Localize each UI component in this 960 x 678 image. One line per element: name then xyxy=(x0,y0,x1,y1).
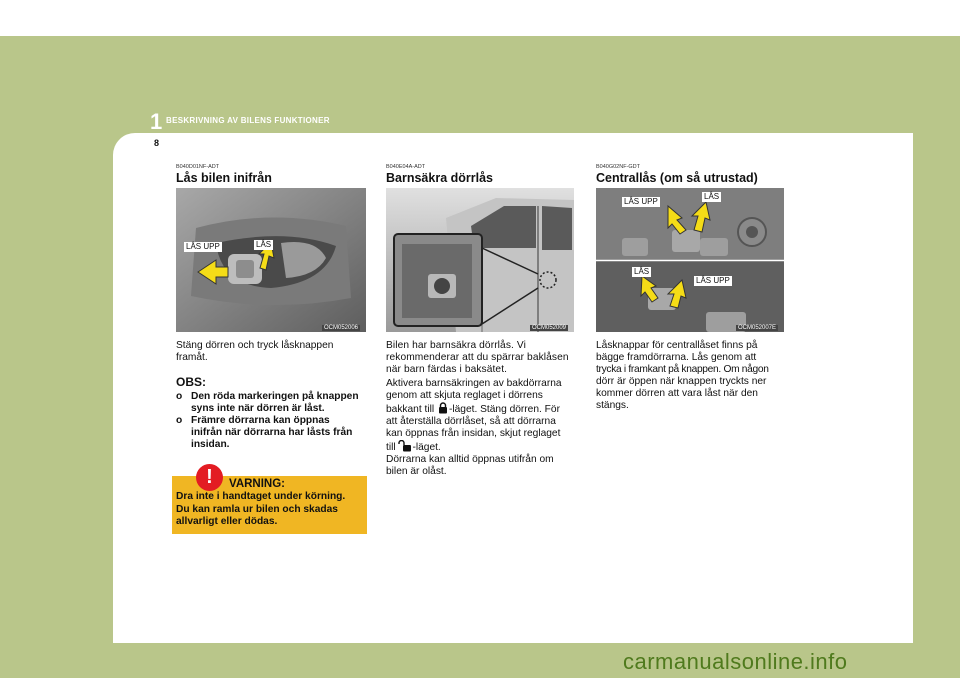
paragraph-child-lock-activate: Aktivera barnsäkringen av bakdörrarna genom att skjuta reglaget i dörrens bakkant till -läget. Stäng dörren. För att återställa dörrlåset, så att dörrarna kan öppnas från insidan, skjut reglaget till -läget. Dörrarna kan alltid öppnas utifrån om bilen är olåst. xyxy=(386,378,562,477)
photo-child-lock xyxy=(386,188,574,332)
photo-central-lock xyxy=(596,188,784,332)
section-code-lock-inside: B040D01NF-ADT xyxy=(176,164,220,170)
warning-text: Dra inte i handtaget under körning. Du kan ramla ur bilen och skadas allvarligt eller dödas. xyxy=(176,491,346,527)
paragraph-child-lock-intro: Bilen har barnsäkra dörrlås. Vi rekommenderar att du spärrar baklåsen när barn färdas i baksätet. xyxy=(386,340,569,375)
heading-lock-inside: Lås bilen inifrån xyxy=(176,171,272,185)
chapter-number: 1 xyxy=(150,109,163,134)
obs-list xyxy=(176,391,366,451)
heading-child-lock: Barnsäkra dörrlås xyxy=(386,171,494,185)
page-number-tab xyxy=(143,133,176,157)
lock-open-icon xyxy=(398,440,412,452)
label-unlock-bottom: LÅS UPP xyxy=(696,276,730,285)
door-handle-illustration xyxy=(176,188,366,332)
label-unlock-top: LÅS UPP xyxy=(624,197,658,206)
label-unlock: LÅS UPP xyxy=(186,242,220,251)
section-code-child-lock: B040E04A-ADT xyxy=(386,164,426,170)
obs-item: o Främre dörrarna kan öppnas inifrån när dörrarna har låsts från insidan. xyxy=(176,415,353,450)
central-lock-illustration xyxy=(596,188,784,332)
page-number: 8 xyxy=(154,138,160,148)
child-lock-illustration xyxy=(386,188,574,332)
photo-code: OCM052009 xyxy=(532,325,567,331)
obs-item: o Den röda markeringen på knappen syns inte när dörren är låst. xyxy=(176,391,359,414)
label-lock-bottom: LÅS xyxy=(634,267,650,276)
label-lock-top: LÅS xyxy=(704,192,720,201)
warning-exclamation-icon: ! xyxy=(196,464,223,491)
body-text-lock-inside: Stäng dörren och tryck låsknappen framåt. xyxy=(176,340,334,363)
photo-code: OCM052007E xyxy=(738,325,777,331)
warning-title: VARNING: xyxy=(229,478,286,490)
photo-code: OCM052006 xyxy=(324,325,359,331)
photo-door-handle xyxy=(176,188,366,332)
heading-central-lock: Centrallås (om så utrustad) xyxy=(596,171,758,185)
body-text-central-lock: Låsknappar för centrallåset finns på bägge framdörrarna. Lås genom att trycka i framkant på knappen. Om någon dörr är öppen när knappen tryckts ner kommer dörren att vara låst när den stängs. xyxy=(596,340,769,411)
chapter-title: BESKRIVNING AV BILENS FUNKTIONER xyxy=(166,116,330,125)
lock-closed-icon xyxy=(437,402,449,414)
watermark: carmanualsonline.info xyxy=(623,649,848,674)
label-lock: LÅS xyxy=(256,240,272,249)
section-code-central-lock: B040G02NF-GDT xyxy=(596,164,641,170)
obs-title: OBS: xyxy=(176,375,206,389)
